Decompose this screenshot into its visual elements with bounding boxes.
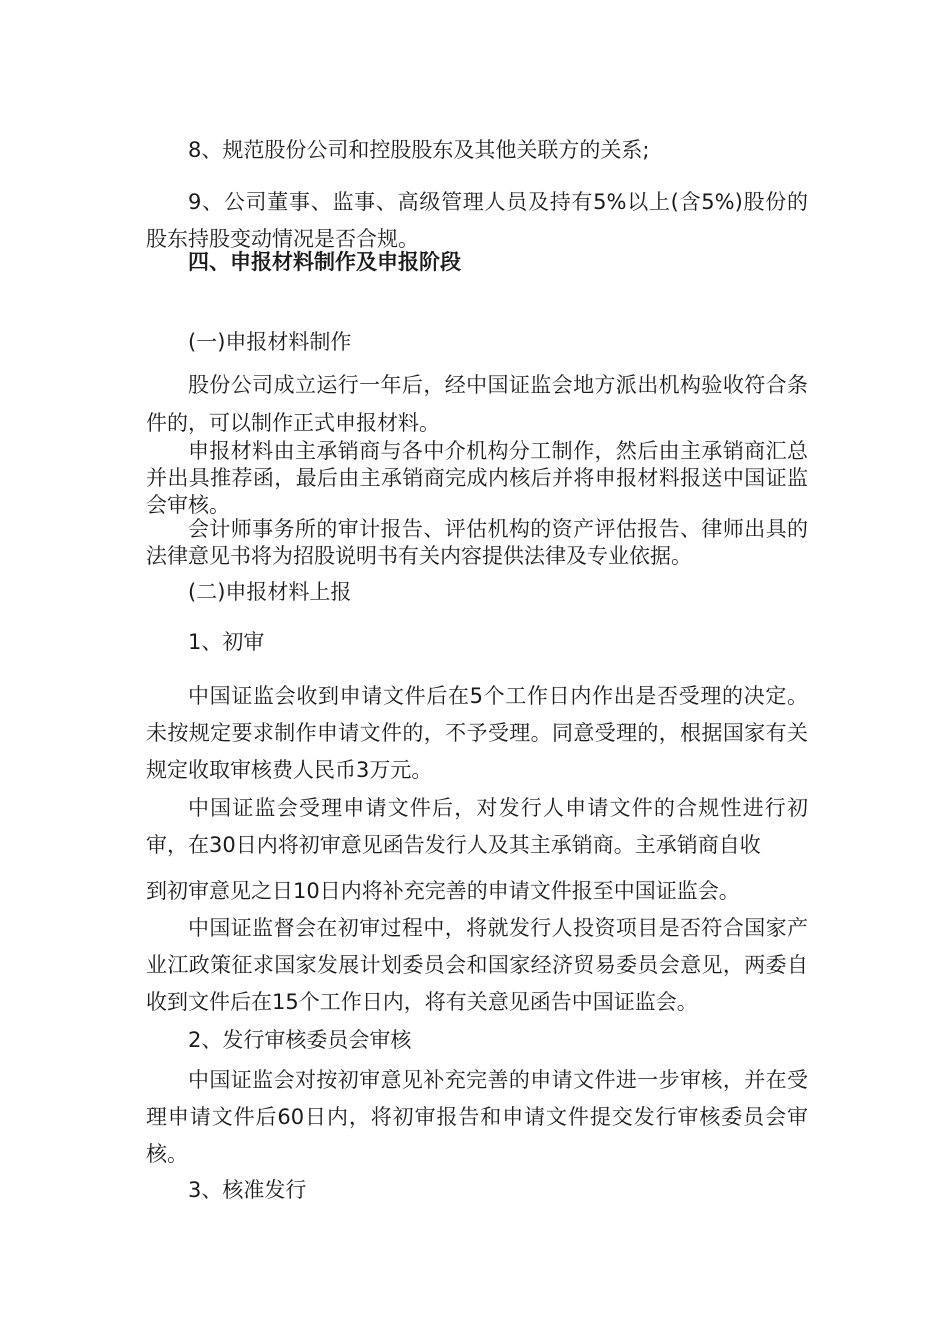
subsection-heading-1: (一)申报材料制作: [188, 330, 352, 354]
paragraph-initial-review-continued: 到初审意见之日10日内将补充完善的申请文件报至中国证监会。: [146, 879, 740, 903]
paragraph-item-9: 9、公司董事、监事、高级管理人员及持有5%以上(含5%)股份的股东持股变动情况是否合规。: [146, 190, 808, 251]
subsection-heading-2: (二)申报材料上报: [188, 580, 352, 604]
item-heading-initial-review: 1、初审: [188, 630, 265, 654]
paragraph-initial-review-process: 中国证监会受理申请文件后，对发行人申请文件的合规性进行初审，在30日内将初审意见函告发行人及其主承销商。主承销商自收: [146, 796, 808, 857]
section-heading-four: 四、申报材料制作及申报阶段: [188, 250, 461, 274]
paragraph-materials-prepared: 申报材料由主承销商与各中介机构分工制作，然后由主承销商汇总并出具推荐函，最后由主承销商完成内核后并将申报材料报送中国证监会审核。: [146, 439, 808, 517]
paragraph-accounting-reports: 会计师事务所的审计报告、评估机构的资产评估报告、律师出具的法律意见书将为招股说明书有关内容提供法律及专业依据。: [146, 517, 808, 568]
paragraph-industry-policy-review: 中国证监督会在初审过程中，将就发行人投资项目是否符合国家产业江政策征求国家发展计划委员会和国家经济贸易委员会意见，两委自收到文件后在15个工作日内，将有关意见函告中国证监会。: [146, 916, 808, 1014]
item-heading-approval: 3、核准发行: [188, 1178, 307, 1202]
paragraph-item-8: 8、规范股份公司和控股股东及其他关联方的关系;: [188, 138, 650, 162]
paragraph-committee-review: 中国证监会对按初审意见补充完善的申请文件进一步审核，并在受理申请文件后60日内，将初审报告和申请文件提交发行审核委员会审核。: [146, 1068, 808, 1166]
paragraph-company-established: 股份公司成立运行一年后，经中国证监会地方派出机构验收符合条件的，可以制作正式申报材料。: [146, 373, 808, 435]
item-heading-committee-review: 2、发行审核委员会审核: [188, 1028, 412, 1052]
paragraph-receipt-of-application: 中国证监会收到申请文件后在5个工作日内作出是否受理的决定。未按规定要求制作申请文件的，不予受理。同意受理的，根据国家有关规定收取审核费人民币3万元。: [146, 684, 808, 782]
